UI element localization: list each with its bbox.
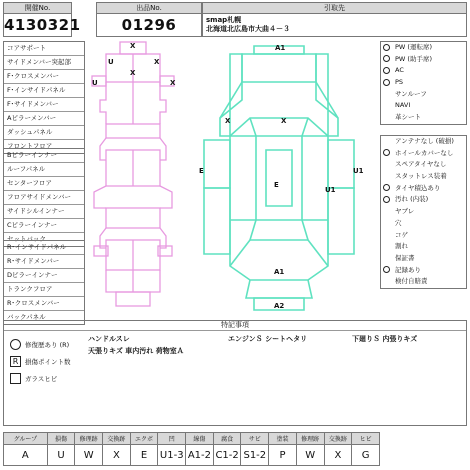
grade-value: W [296, 445, 324, 466]
session-number: 4130321 [3, 13, 72, 37]
lot-number: 01296 [96, 13, 202, 37]
part-item: Bピラーインナー [4, 149, 84, 163]
frame-mark: U [92, 79, 98, 87]
condition-item: ホイールカバーなし [381, 148, 466, 160]
legend-repair-history: 修復歴あり (R) [10, 339, 69, 350]
grade-value: W [75, 445, 103, 466]
note-text: 下廻りＳ 内張りキズ [352, 335, 418, 343]
part-item: トランクフロア [4, 283, 84, 297]
pickup-line2: 北海道北広島市大曲４－３ [206, 25, 290, 33]
frame-mark: X [170, 79, 176, 87]
equipment-item: サンルーフ [395, 89, 427, 98]
equipment-item: 革シート [395, 113, 421, 122]
grade-value: A1-2 [186, 445, 214, 466]
frame-mark: X [154, 58, 160, 66]
part-item: F･サイドメンバー [4, 98, 84, 112]
condition-item: アンテナなし (破損) [395, 137, 454, 145]
circle-icon [10, 339, 21, 350]
grade-header: エクボ [130, 433, 158, 445]
condition-item: スタットレス装着 [395, 172, 447, 181]
checked-circle-icon [383, 67, 390, 74]
exterior-mark: A2 [274, 302, 285, 310]
part-item: コアサポート [4, 42, 84, 56]
note-text: エンジンＳ シートヘタリ [228, 335, 308, 343]
exterior-mark: E [274, 181, 279, 189]
condition-item: スペアタイヤなし [395, 160, 447, 169]
exterior-mark: E [199, 167, 204, 175]
exterior-mark: A1 [274, 268, 285, 276]
equipment-list [380, 41, 467, 125]
exterior-mark: X [281, 117, 287, 125]
grade-header: 線傷 [186, 433, 214, 445]
frame-mark: U [108, 58, 114, 66]
condition-item: 割れ [395, 242, 408, 251]
exterior-mark: A1 [275, 44, 286, 52]
part-item: ダッシュパネル [4, 126, 84, 140]
part-item: フロアサイドメンバー [4, 191, 84, 205]
grade-value: C1-2 [213, 445, 241, 466]
frame-parts-list [3, 41, 85, 154]
condition-item: コゲ [395, 230, 408, 239]
frame-mark: X [130, 42, 136, 50]
grade-header: グループ [4, 433, 48, 445]
equipment-item: PS [381, 77, 466, 89]
grade-value: E [130, 445, 158, 466]
grade-header: 交換跡 [103, 433, 131, 445]
grade-header: サビ [241, 433, 269, 445]
part-item: F･インサイドパネル [4, 84, 84, 98]
part-item: R･クロスメンバー [4, 297, 84, 311]
frame-parts-list-rear [3, 240, 85, 325]
grade-header: 修理跡 [75, 433, 103, 445]
grade-header: 塗装 [269, 433, 297, 445]
checked-circle-icon [383, 55, 390, 62]
part-item: ルーフパネル [4, 163, 84, 177]
checked-circle-icon [383, 266, 390, 273]
checked-circle-icon [383, 196, 390, 203]
exterior-mark: U1 [353, 167, 364, 175]
part-item: R･サイドメンバー [4, 255, 84, 269]
equipment-item: PW (助手席) [381, 54, 466, 66]
note-text: 天張りキズ 車内汚れ 荷物室Ａ [88, 347, 184, 355]
checked-circle-icon [383, 79, 390, 86]
legend-glass-crack: ガラスヒビ [10, 373, 57, 384]
legend-damage-points: R 損傷ポイント数 [10, 356, 71, 367]
note-text: ハンドルスレ [88, 335, 130, 343]
part-item: サイドシルインナー [4, 205, 84, 219]
pickup-line1: smap札幌 [206, 16, 242, 24]
grade-value: U1-3 [158, 445, 186, 466]
grade-header: 損傷 [47, 433, 75, 445]
part-item: Aピラーメンバー [4, 112, 84, 126]
pickup-address [202, 13, 467, 37]
grade-value: G [352, 445, 380, 466]
part-item: R･インサイドパネル [4, 241, 84, 255]
grade-value: A [4, 445, 48, 466]
part-item: Dピラーインナー [4, 269, 84, 283]
part-item: Cピラーインナー [4, 219, 84, 233]
exterior-mark: X [225, 117, 231, 125]
grade-value: S1-2 [241, 445, 269, 466]
notes-title: 特記事項 [4, 321, 466, 331]
exterior-mark: U1 [325, 186, 336, 194]
session-label: 開催No. [3, 2, 72, 14]
part-item: フロントフロア [7, 142, 53, 150]
condition-item: 保証書 [395, 253, 415, 262]
lot-label: 出品No. [96, 2, 202, 14]
part-item: セットバック [7, 235, 46, 243]
notes-panel [3, 320, 467, 426]
condition-item: 汚れ (内装) [381, 194, 466, 206]
checked-circle-icon [383, 44, 390, 51]
grade-header: 交換跡 [324, 433, 352, 445]
condition-item: 穴 [395, 218, 402, 227]
equipment-item: NAVI [395, 101, 411, 110]
equipment-item: AC [381, 65, 466, 77]
pickup-label: 引取先 [202, 2, 467, 14]
exterior-diagram [190, 40, 376, 318]
grade-header: ヒビ [352, 433, 380, 445]
equipment-item: PW (運転席) [381, 42, 466, 54]
condition-item: ヤブレ [395, 207, 415, 216]
condition-list [380, 135, 467, 289]
frame-parts-list-mid [3, 148, 85, 247]
grade-value: P [269, 445, 297, 466]
checked-circle-icon [383, 149, 390, 156]
condition-item: 記録あり [381, 265, 466, 277]
grade-header: 凹 [158, 433, 186, 445]
part-item: バックパネル [7, 313, 46, 321]
r-box-icon: R [10, 356, 21, 367]
part-item: F･クロスメンバー [4, 70, 84, 84]
box-icon [10, 373, 21, 384]
condition-item: タイヤ積込あり [381, 183, 466, 195]
grade-value: X [103, 445, 131, 466]
checked-circle-icon [383, 184, 390, 191]
grade-table [3, 432, 380, 466]
part-item: センターフロア [4, 177, 84, 191]
grade-value: X [324, 445, 352, 466]
condition-item: 検付自賠責 [395, 277, 428, 286]
frame-mark: X [130, 69, 136, 77]
grade-header: 修理跡 [296, 433, 324, 445]
grade-value: U [47, 445, 75, 466]
part-item: サイドメンバー突起部 [4, 56, 84, 70]
grade-header: 腐食 [213, 433, 241, 445]
